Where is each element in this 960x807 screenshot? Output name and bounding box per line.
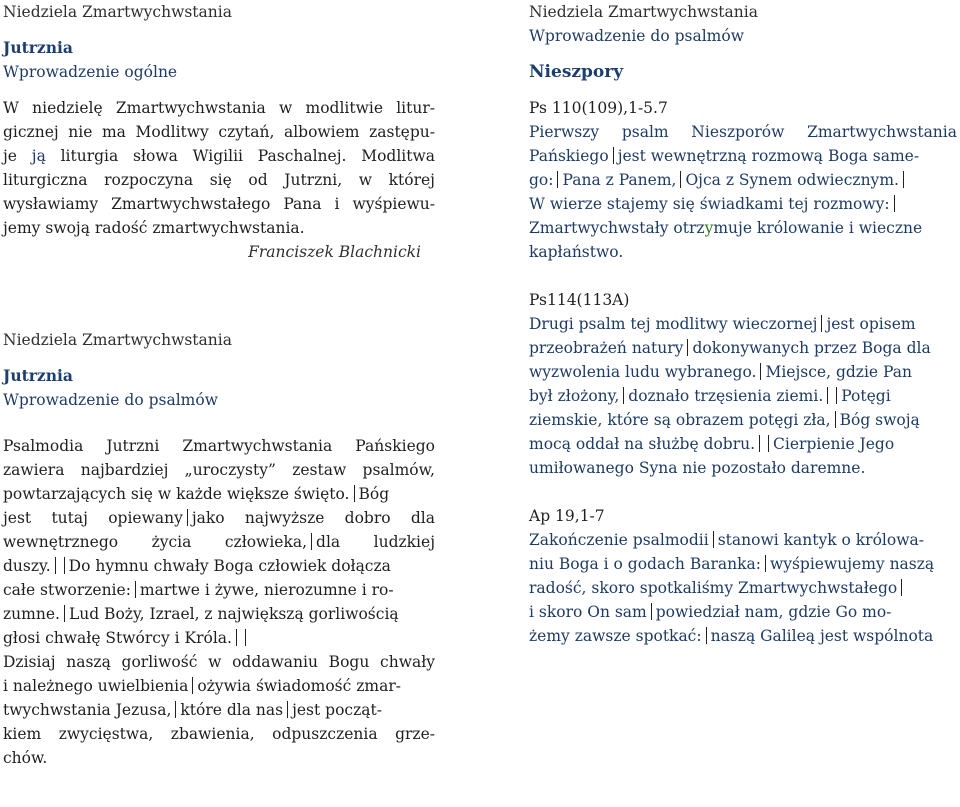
text-run: Bóg: [358, 485, 390, 503]
text-run: był złożony,: [529, 387, 620, 405]
paragraph-line: gicznej nie ma Modlitwy czytań, albowiem zastępu-: [3, 123, 435, 141]
text-run: powtarzających się w każde większe święto.: [3, 485, 350, 503]
text-run: Pańskiego: [529, 147, 609, 165]
separator: [135, 581, 136, 598]
feast-heading: Niedziela Zmartwychwstania: [3, 331, 232, 349]
text-run: Do hymnu chwały Boga człowiek dołącza: [68, 557, 391, 575]
paragraph-line: umiłowanego Syna nie pozostało daremne.: [529, 459, 866, 477]
paragraph-line: [529, 336, 957, 360]
separator: [354, 485, 355, 502]
paragraph-line: [3, 578, 435, 602]
text-run: które dla nas: [180, 701, 284, 719]
text-run: naszą Galileą jest wspólnota: [710, 627, 934, 645]
paragraph-line: [529, 312, 957, 336]
hour-heading: Jutrznia: [3, 366, 73, 385]
text-run: W wierze stajemy się świadkami tej rozmowy:: [529, 195, 890, 213]
text-run: powiedział nam, gdzie Go mo-: [655, 603, 892, 621]
text-run: Pana z Panem,: [562, 171, 677, 189]
separator: [894, 195, 895, 212]
text-run: doznało trzęsienia ziemi.: [628, 387, 824, 405]
separator: [687, 339, 688, 356]
feast-heading: Niedziela Zmartwychwstania: [529, 3, 758, 21]
text-run: zumne.: [3, 605, 60, 623]
psalm-reference: Ps 110(109),1-5.7: [529, 99, 668, 117]
right-column: [529, 0, 957, 648]
psalm-reference: Ps114(113A): [529, 291, 630, 309]
text-run: przeobrażeń natury: [529, 339, 684, 357]
paragraph-line: [3, 144, 435, 168]
paragraph-line: zawiera najbardziej „uroczysty” zestaw psalmów,: [3, 461, 435, 479]
separator: [821, 315, 822, 332]
paragraph-line: [529, 408, 957, 432]
paragraph-line: liturgiczna rozpoczyna się od Jutrzni, w której: [3, 171, 435, 189]
text-run: radość, skoro spotkaliśmy Zmartwychwstałego: [529, 579, 898, 597]
paragraph-line: [3, 482, 435, 506]
paragraph-line: [3, 698, 435, 722]
text-run: żemy zawsze spotkać:: [529, 627, 702, 645]
text-run: Miejsce, gdzie Pan: [765, 363, 912, 381]
author-signature: Franciszek Blachnicki: [248, 243, 421, 261]
text-run: niu Boga i o godach Baranka:: [529, 555, 761, 573]
paragraph-line: [529, 384, 957, 408]
text-run: ziemskie, które są obrazem potęgi zła,: [529, 411, 831, 429]
text-run: wewnętrznego życia człowieka,: [3, 533, 308, 551]
separator: [680, 171, 681, 188]
paragraph-line: kapłaństwo.: [529, 243, 624, 261]
paragraph-line: [3, 626, 435, 650]
separator: [287, 701, 288, 718]
section-title: Wprowadzenie do psalmów: [529, 27, 744, 45]
separator: [836, 387, 837, 404]
separator: [760, 363, 761, 380]
hour-heading: Nieszpory: [529, 62, 624, 82]
text-run: i skoro On sam: [529, 603, 647, 621]
text-run: jako najwyższe dobro dla: [191, 509, 435, 527]
text-run: duszy.: [3, 557, 51, 575]
separator: [55, 557, 56, 574]
text-run: głosi chwałę Stwórcy i Króla.: [3, 629, 232, 647]
text-run: jest tutaj opiewany: [3, 509, 183, 527]
paragraph-line: [3, 530, 435, 554]
separator: [827, 387, 828, 404]
text-run: jest wewnętrzną rozmową Boga same-: [617, 147, 920, 165]
paragraph-line: [529, 432, 957, 456]
text-run: y: [704, 219, 714, 237]
paragraph-line: Dzisiaj naszą gorliwość w oddawaniu Bogu chwały: [3, 653, 435, 671]
text-run: i należnego uwielbienia: [3, 677, 189, 695]
separator: [765, 555, 766, 572]
paragraph-line: [529, 168, 957, 192]
paragraph-line: [529, 600, 957, 624]
separator: [236, 629, 237, 646]
paragraph-line: [529, 576, 957, 600]
text-run: twychwstania Jezusa,: [3, 701, 172, 719]
separator: [175, 701, 176, 718]
text-run: ożywia świadomość zmar-: [197, 677, 401, 695]
text-run: liturgia słowa Wigilii Paschalnej. Modlitwa: [45, 147, 436, 165]
separator: [901, 579, 902, 596]
paragraph-line: [3, 506, 435, 530]
paragraph-line: [529, 552, 957, 576]
left-column: [3, 0, 435, 770]
section-title: Wprowadzenie do psalmów: [3, 391, 218, 409]
paragraph-line: kiem zwycięstwa, zbawienia, odpuszczenia grze-: [3, 725, 435, 743]
psalm-reference: Ap 19,1-7: [529, 507, 605, 525]
separator: [613, 147, 614, 164]
text-run: jest począt-: [292, 701, 382, 719]
separator: [64, 557, 65, 574]
paragraph-line: wysławiamy Zmartwychwstałego Pana i wyśpiewu-: [3, 195, 435, 213]
text-run: stanowi kantyk o królowa-: [717, 531, 924, 549]
text-run: dla ludzkiej: [316, 533, 435, 551]
separator: [835, 411, 836, 428]
hour-heading: Jutrznia: [3, 38, 73, 57]
separator: [706, 627, 707, 644]
paragraph-line: [529, 624, 957, 648]
paragraph-line: W niedzielę Zmartwychwstania w modlitwie litur-: [3, 99, 435, 117]
paragraph-line: [529, 528, 957, 552]
paragraph-line: [529, 192, 957, 216]
text-run: wyśpiewujemy naszą: [769, 555, 935, 573]
paragraph-line: [3, 602, 435, 626]
paragraph-line: [529, 144, 957, 168]
separator: [245, 629, 246, 646]
separator: [557, 171, 558, 188]
separator: [759, 435, 760, 452]
section-title: Wprowadzenie ogólne: [3, 63, 178, 81]
separator: [713, 531, 714, 548]
text-run: dokonywanych przez Boga dla: [692, 339, 931, 357]
text-run: wyzwolenia ludu wybranego.: [529, 363, 757, 381]
separator: [623, 387, 624, 404]
text-run: Bóg swoją: [839, 411, 920, 429]
paragraph-line: [3, 554, 435, 578]
separator: [311, 533, 312, 550]
paragraph-line: [529, 360, 957, 384]
paragraph-line: [3, 674, 435, 698]
feast-heading: Niedziela Zmartwychwstania: [3, 3, 232, 21]
paragraph-line: [529, 216, 957, 240]
separator: [192, 677, 193, 694]
paragraph-line: Psalmodia Jutrzni Zmartwychwstania Pańskiego: [3, 437, 435, 455]
text-run: mocą oddał na służbę dobru.: [529, 435, 756, 453]
separator: [651, 603, 652, 620]
paragraph-line: chów.: [3, 749, 48, 767]
text-run: Zmartwychwstały otrz: [529, 219, 705, 237]
text-run: jest opisem: [826, 315, 916, 333]
paragraph-line: Pierwszy psalm Nieszporów Zmartwychwstania: [529, 123, 957, 141]
text-run: Drugi psalm tej modlitwy wieczornej: [529, 315, 818, 333]
text-run: Lud Boży, Izrael, z największą gorliwością: [68, 605, 399, 623]
text-run: je: [3, 147, 32, 165]
text-run: Potęgi: [841, 387, 891, 405]
text-run: Cierpienie Jego: [773, 435, 895, 453]
text-run: całe stworzenie:: [3, 581, 131, 599]
text-run: ją: [31, 147, 46, 165]
text-run: Zakończenie psalmodii: [529, 531, 709, 549]
paragraph-line: jemy swoją radość zmartwychwstania.: [3, 219, 305, 237]
separator: [64, 605, 65, 622]
separator: [903, 171, 904, 188]
text-run: martwe i żywe, nierozumne i ro-: [139, 581, 394, 599]
text-run: Ojca z Synem odwiecznym.: [685, 171, 899, 189]
text-run: go:: [529, 171, 554, 189]
separator: [187, 509, 188, 526]
separator: [768, 435, 769, 452]
text-run: muje królowanie i wieczne: [713, 219, 923, 237]
